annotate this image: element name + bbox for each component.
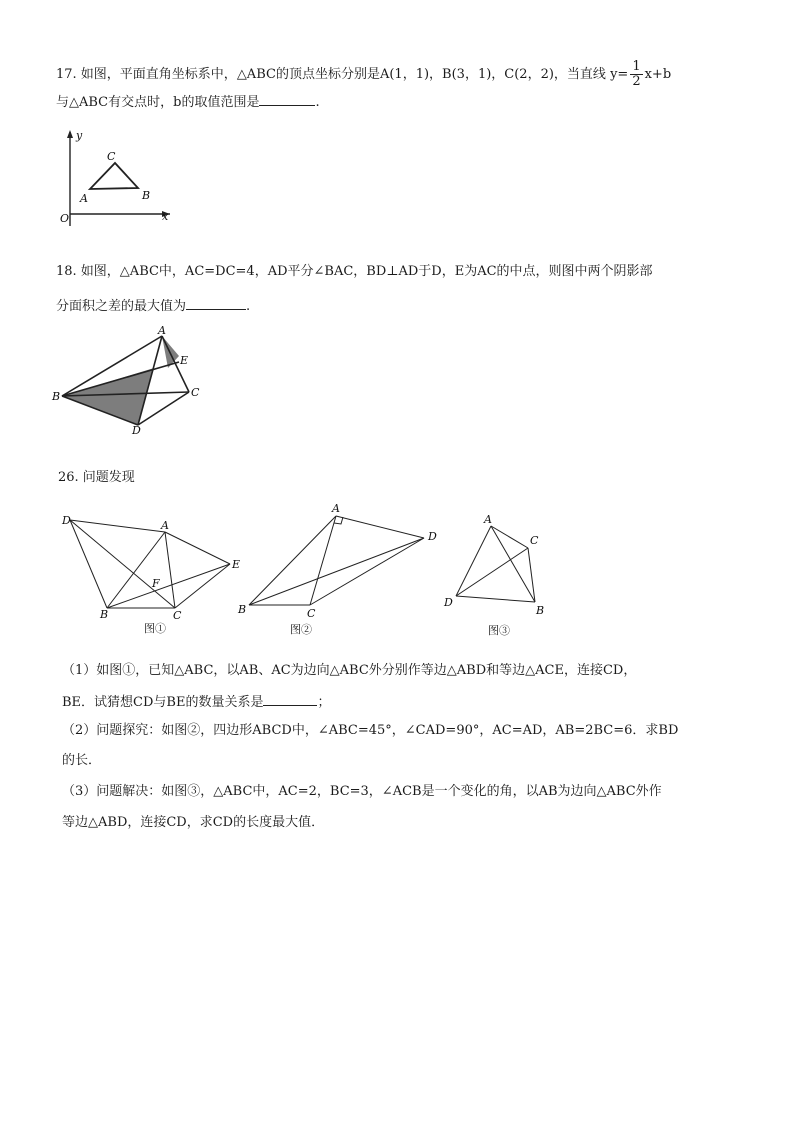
- label-c: C: [191, 386, 200, 399]
- q17-prefix: 17. 如图，平面直角坐标系中，: [56, 67, 237, 82]
- q26-part2-text-1: （2）问题探究：如图②，四边形ABCD中，∠ABC=45°，∠CAD=90°，AC=AD，AB=2BC=6．求BD: [62, 723, 679, 738]
- seg-bd: [249, 538, 424, 605]
- q26-part1-semicolon: ；: [317, 695, 331, 710]
- q17-line1: [56, 60, 671, 89]
- label-y: y: [76, 129, 83, 142]
- seg-be: [107, 564, 230, 608]
- seg-da: [70, 520, 165, 532]
- q17-eq-pre: y=: [610, 67, 629, 82]
- q17-frac-den: 2: [632, 74, 641, 89]
- q18-figure: [50, 326, 210, 436]
- seg-ac: [165, 532, 175, 608]
- label-e: E: [232, 558, 241, 571]
- seg-ae: [165, 532, 230, 564]
- q26-part3-text-1: （3）问题解决：如图③，△ABC中，AC=2，BC=3，∠ACB是一个变化的角，以AB为边向△ABC外作: [62, 784, 662, 799]
- q26-figure-3: [436, 510, 556, 642]
- q26-title-text: 26. 问题发现: [58, 470, 135, 485]
- q26-figure-1: [60, 512, 250, 642]
- label-c: C: [107, 150, 116, 163]
- q18-text-1: 18. 如图，△ABC中，AC=DC=4，AD平分∠BAC，BD⊥AD于D，E为AC的中点，则图中两个阴影部: [56, 264, 653, 279]
- q18-line2: [56, 296, 250, 316]
- seg-cb: [528, 548, 535, 602]
- label-f: F: [152, 577, 160, 590]
- q26-part1-text-2: BE．试猜想CD与BE的数量关系是: [62, 695, 264, 710]
- label-o: O: [60, 212, 70, 225]
- q26-part3-line1: [62, 783, 662, 801]
- caption-fig2: 图②: [290, 623, 312, 636]
- q18-text-2: 分面积之差的最大值为: [56, 299, 187, 314]
- q26-part2-text-2: 的长．: [62, 753, 102, 768]
- label-a: A: [158, 324, 166, 337]
- q17-mid: 的顶点坐标分别是: [275, 67, 380, 82]
- caption-fig3: 图③: [488, 624, 510, 637]
- label-a: A: [484, 513, 492, 526]
- seg-ad: [456, 526, 491, 596]
- label-b: B: [536, 604, 545, 617]
- q26-part3-line2: [62, 814, 324, 832]
- caption-fig1: 图①: [144, 622, 166, 635]
- q17-fraction: [630, 60, 642, 89]
- q26-part1-text-1: （1）如图①，已知△ABC，以AB、AC为边向△ABC外分别作等边△ABD和等边△ACE，连接CD，: [62, 663, 637, 678]
- q17-line2-text: 与△ABC有交点时，b的取值范围是: [56, 95, 260, 110]
- label-a: A: [161, 519, 169, 532]
- seg-ab: [491, 526, 535, 602]
- label-a: A: [332, 502, 340, 515]
- q17-figure: [58, 126, 178, 230]
- q17-line2: [56, 92, 320, 112]
- seg-db: [456, 596, 535, 602]
- q18-answer-blank[interactable]: [186, 296, 246, 310]
- q17-triangle: △ABC: [236, 67, 276, 82]
- seg-ac: [491, 526, 528, 548]
- q18-period: .: [246, 299, 251, 314]
- q26-title: [58, 469, 135, 487]
- q26-part2-line1: [62, 722, 678, 740]
- q17-eq-post: x+b: [644, 67, 672, 82]
- label-e: E: [180, 354, 189, 367]
- label-d: D: [62, 514, 71, 527]
- label-b: B: [100, 608, 109, 621]
- q26-part1-answer-blank[interactable]: [263, 692, 317, 706]
- label-d: D: [444, 596, 453, 609]
- label-d: D: [428, 530, 437, 543]
- label-d: D: [132, 424, 141, 437]
- label-c: C: [173, 609, 182, 622]
- y-axis-arrow: [67, 130, 73, 138]
- label-b: B: [52, 390, 61, 403]
- label-c: C: [530, 534, 539, 547]
- seg-ab: [107, 532, 165, 608]
- triangle-abc: [90, 163, 138, 189]
- seg-ce: [175, 564, 230, 608]
- q18-line1: [56, 263, 653, 281]
- label-b: B: [238, 603, 247, 616]
- q17-frac-num: 1: [632, 59, 641, 74]
- q26-part1-line2: [62, 692, 330, 712]
- seg-dc: [70, 520, 175, 608]
- label-b: B: [142, 189, 151, 202]
- q26-part2-line2: [62, 752, 101, 770]
- seg-ad: [336, 516, 424, 538]
- q26-part3-text-2: 等边△ABD，连接CD，求CD的长度最大值．: [62, 815, 325, 830]
- q17-points: A(1，1)，B(3，1)，C(2，2)，当直线: [379, 67, 606, 82]
- q26-part1-line1: [62, 662, 636, 680]
- label-c: C: [307, 607, 316, 620]
- label-x: x: [162, 210, 169, 223]
- q17-period: .: [315, 95, 320, 110]
- q17-answer-blank[interactable]: [259, 92, 315, 106]
- seg-db: [70, 520, 107, 608]
- label-a: A: [80, 192, 88, 205]
- q26-figure-2: [236, 500, 446, 640]
